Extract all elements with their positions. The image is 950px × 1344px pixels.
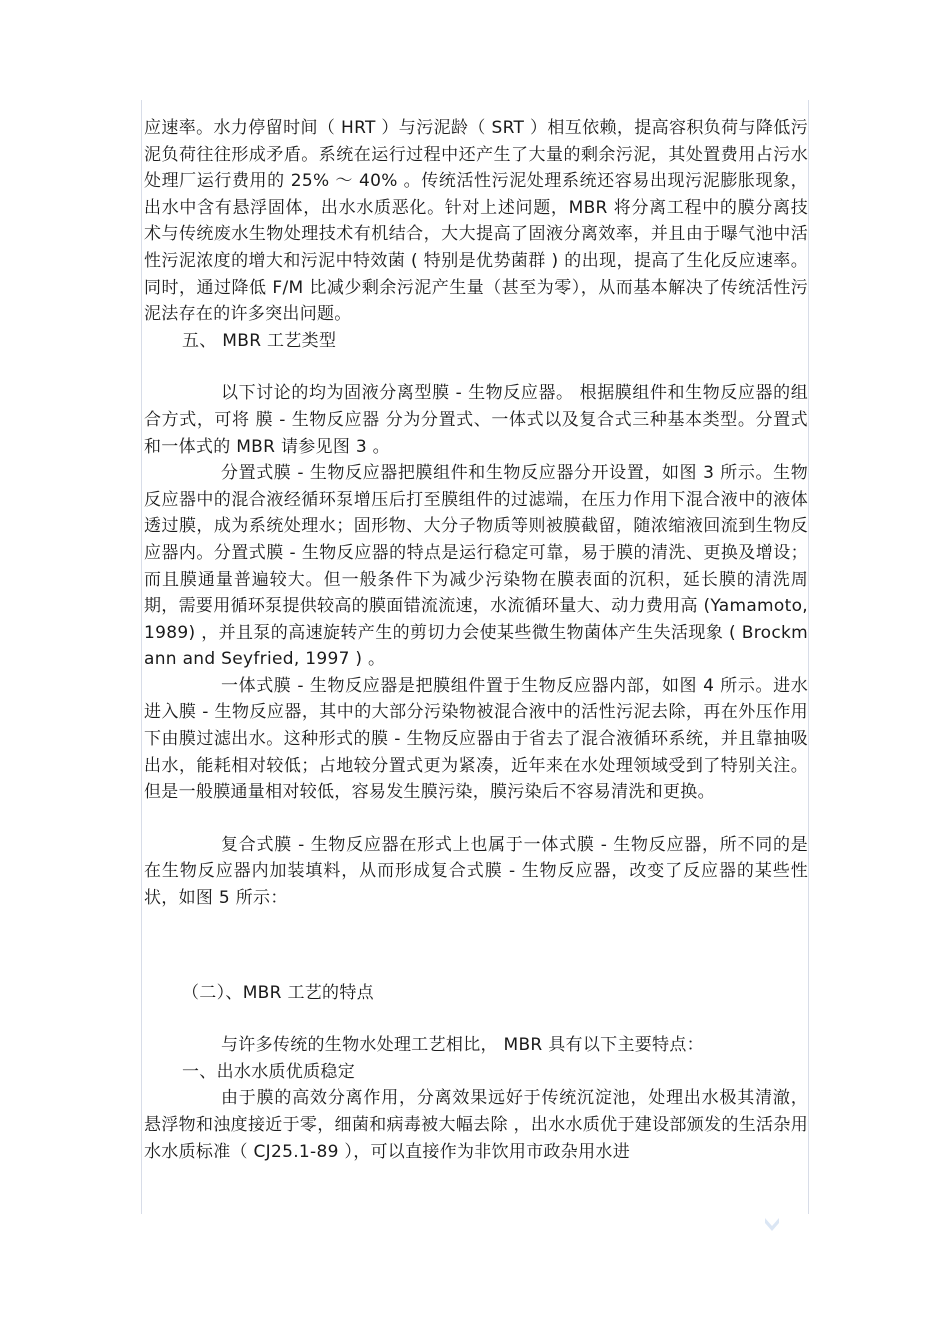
spacer — [144, 1006, 808, 1032]
document-body — [144, 115, 808, 1165]
page-border-left — [141, 100, 142, 1214]
section-heading-mbr-types: 五、 MBR 工艺类型 — [182, 330, 337, 351]
paragraph-features-intro: 与许多传统的生物水处理工艺相比， MBR 具有以下主要特点： — [221, 1035, 704, 1056]
section-heading-mbr-features: （二）、MBR 工艺的特点 — [182, 982, 374, 1003]
paragraph-hybrid-mbr: 复合式膜 - 生物反应器在形式上也属于一体式膜 - 生物反应器，所不同的是在生物反应器内加装填料，从而形成复合式膜 - 生物反应器，改变了反应器的某些性状，如图 5 所示： — [144, 834, 808, 909]
paragraph-integrated-mbr: 一体式膜 - 生物反应器是把膜组件置于生物反应器内部，如图 4 所示。进水进入膜 - 生物反应器，其中的大部分污染物被混合液中的活性污泥去除，再在外压作用下由膜过滤出水。这种形式的膜 - 生物反应器由于省去了混合液循环系统，并且靠抽吸出水，能耗相对较低；占地较分置式更为紧凑，近年来在水处理领域受到了特别关注。但是一般膜通量相对较低，容易发生膜污染，膜污染后不容易清洗和更换。 — [144, 675, 808, 803]
paragraph-mbr-types-intro: 以下讨论的均为固液分离型膜 - 生物反应器。 根据膜组件和生物反应器的组合方式，可将 膜 - 生物反应器 分为分置式、一体式以及复合式三种基本类型。分置式和一体式的 MBR 请参见图 3 。 — [144, 383, 808, 457]
spacer — [144, 806, 808, 832]
paragraph-effluent-quality: 由于膜的高效分离作用，分离效果远好于传统沉淀池，处理出水极其清澈， 悬浮物和浊度接近于零，细菌和病毒被大幅去除 ，出水水质优于建设部颁发的生活杂用水水质标准（ CJ25.1-89 ），可以直接作为非饮用市政杂用水进 — [144, 1088, 808, 1162]
page-border-right — [808, 100, 809, 1214]
paragraph-sludge-problems: 应速率。水力停留时间（ HRT ）与污泥龄（ SRT ）相互依赖，提高容积负荷与降低污泥负荷往往形成矛盾。系统在运行过程中还产生了大量的剩余污泥，其处置费用占污水处理厂运行费用的 25% ～ 40% 。传统活性污泥处理系统还容易出现污泥膨胀现象，出水中含有悬浮固体，出水水质恶化。针对上述问题，MBR 将分离工程中的膜分离技术与传统废水生物处理技术有机结合，大大提高了固液分离效率，并且由于曝气池中活性污泥浓度的增大和污泥中特效菌 ( 特别是优势菌群 ) 的出现，提高了生化反应速率。同时，通过降低 F/M 比减少剩余污泥产生量（甚至为零），从而基本解决了传统活性污泥法存在的许多突出问题。 — [144, 118, 808, 325]
spacer — [144, 912, 808, 980]
watermark-arrow-icon — [762, 1214, 782, 1234]
paragraph-separated-mbr: 分置式膜 - 生物反应器把膜组件和生物反应器分开设置，如图 3 所示。生物反应器中的混合液经循环泵增压后打至膜组件的过滤端，在压力作用下混合液中的液体透过膜，成为系统处理水；固形物、大分子物质等则被膜截留，随浓缩液回流到生物反应器内。分置式膜 - 生物反应器的特点是运行稳定可靠，易于膜的清洗、更换及增设；而且膜通量普遍较大。但一般条件下为减少污染物在膜表面的沉积，延长膜的清洗周期，需要用循环泵提供较高的膜面错流流速，水流循环量大、动力费用高 (Yamamoto, 1989) ，并且泵的高速旋转产生的剪切力会使某些微生物菌体产生失活现象 ( Brockmann and Seyfried, 1997 ) 。 — [144, 463, 808, 670]
subheading-effluent-quality: 一、出水水质优质稳定 — [182, 1061, 355, 1082]
spacer — [144, 354, 808, 380]
